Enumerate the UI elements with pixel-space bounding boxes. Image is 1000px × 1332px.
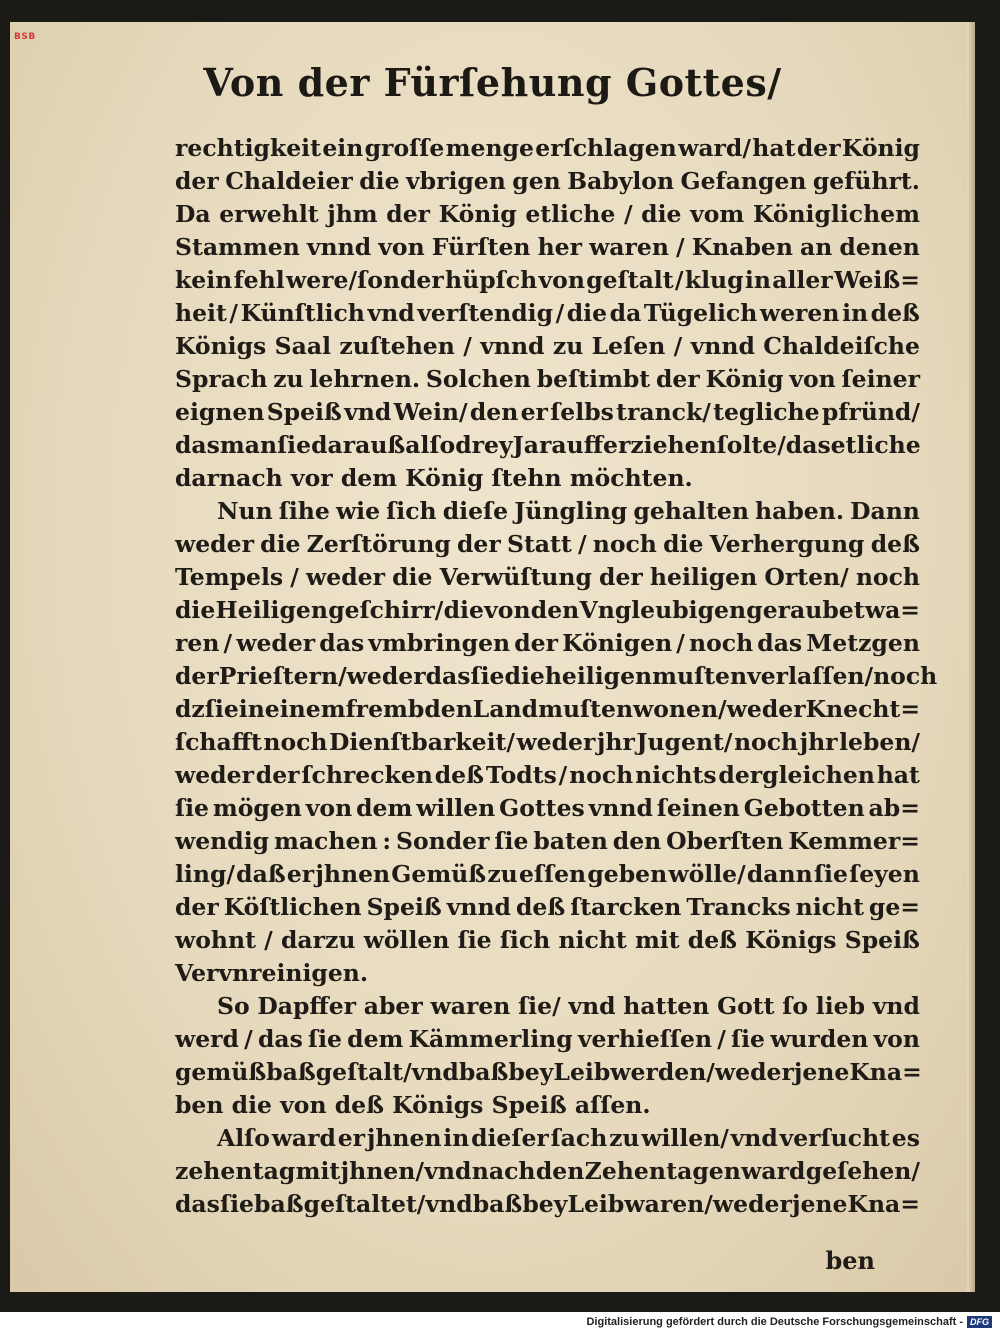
text-line: eignen Speiß vnd Wein/ den er ſelbs tranck/ tegliche pfründ/ (175, 398, 920, 426)
text-line: der Prieſtern/ weder das ſie die heiligen muſten verlaſſen/ noch (175, 662, 938, 690)
body-text (175, 132, 938, 1221)
text-line: wendig machen : Sonder ſie baten den Oberſten Kemmer= (175, 827, 920, 855)
text-line: ben die von deß Königs Speiß aſſen. (175, 1091, 651, 1119)
text-line: ſie mögen von dem willen Gottes vnnd ſeinen Gebotten ab= (175, 794, 920, 822)
text-line: rechtigkeit ein groſſe menge erſchlagen ward/ hat der König (175, 134, 920, 162)
text-line: der Chaldeier die vbrigen gen Babylon Gefangen geführt. (175, 167, 920, 195)
footer-text: Digitalisierung gefördert durch die Deutsche Forschungsgemeinschaft - (586, 1316, 963, 1328)
text-line: das ſie baß geſtaltet/ vnd baß bey Leib waren/ weder jene Kna= (175, 1190, 920, 1218)
text-line: werd / das ſie dem Kämmerling verhieſſen / ſie wurden von (175, 1025, 920, 1053)
book-page (10, 22, 975, 1292)
text-line: wohnt / darzu wöllen ſie ſich nicht mit deß Königs Speiß (175, 926, 920, 954)
page-edge (967, 22, 975, 1292)
text-line: ſchafft noch Dienſtbarkeit/ weder jhr Jugent/ noch jhr leben/ (175, 728, 920, 756)
text-line: weder die Zerſtörung der Statt / noch die Verhergung deß (175, 530, 920, 558)
text-line: weder der ſchrecken deß Todts / noch nichts dergleichen hat (175, 761, 920, 789)
text-line: Stammen vnnd von Fürſten her waren / Knaben an denen (175, 233, 920, 261)
text-line: die Heiligen geſchirr/ die von den Vngleubigen geraubet wa= (175, 596, 920, 624)
running-head: Von der Fürſehung Gottes/ (203, 60, 782, 105)
text-line: ren / weder das vmbringen der Königen / noch das Metzgen (175, 629, 920, 657)
catchword: ben (825, 1246, 875, 1275)
text-line: Vervnreinigen. (175, 959, 369, 987)
digitization-footer (586, 1316, 992, 1328)
text-line: Tempels / weder die Verwüſtung der heiligen Orten/ noch (175, 563, 920, 591)
text-line: kein fehl were/ſonder hüpſch von geſtalt / klug in aller Weiß= (175, 266, 920, 294)
text-line: das man ſie darauß alſo drey Jar aufferziehen ſolte/ das etliche (175, 431, 921, 459)
text-line: ling/ daß er jhnen Gemüß zu eſſen geben wölle/ dann ſie ſeyen (175, 860, 920, 888)
text-line: gemüß baß geſtalt/ vnd baß bey Leib werden/ weder jene Kna= (175, 1058, 922, 1086)
text-line: Da erwehlt jhm der König etliche / die vom Königlichem (175, 200, 920, 228)
dfg-logo: DFG (967, 1316, 992, 1328)
text-line: So Dapffer aber waren ſie/ vnd hatten Gott ſo lieb vnd (217, 992, 920, 1020)
text-line: darnach vor dem König ſtehn möchten. (175, 464, 693, 492)
text-line: der Köſtlichen Speiß vnnd deß ſtarcken Trancks nicht ge= (175, 893, 920, 921)
text-line: zehen tag mit jhnen/ vnd nach den Zehen tagen ward geſehen/ (175, 1157, 920, 1185)
text-line: heit / Künſtlich vnd verſtendig / die da Tügelich weren in deß (175, 299, 920, 327)
text-line: dz ſie in einem frembden Land muſten wonen/ weder Knecht= (175, 695, 921, 723)
text-line: Königs Saal zuſtehen / vnnd zu Leſen / vnnd Chaldeiſche (175, 332, 920, 360)
text-line: Alſo ward er jhnen in dieſer ſach zu willen/ vnd verſucht es (217, 1124, 920, 1152)
text-line: Nun ſihe wie ſich dieſe Jüngling gehalten haben. Dann (217, 497, 920, 525)
library-stamp: BSB (14, 32, 36, 42)
text-line: Sprach zu lehrnen. Solchen beſtimbt der König von ſeiner (175, 365, 920, 393)
